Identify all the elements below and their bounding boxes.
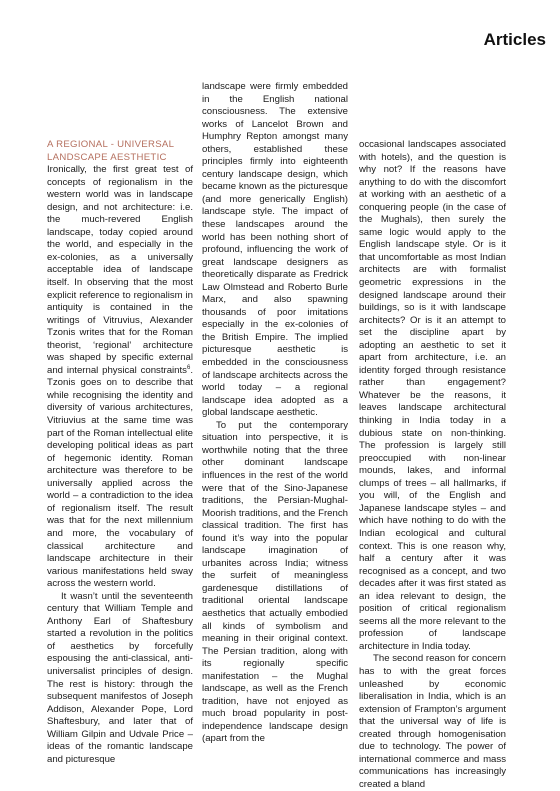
section-label: Articles (483, 30, 546, 49)
paragraph: It wasn’t until the seventeenth century that William Temple and Anthony Earl of Shaftesbury started a revolution in the politics of aesthetics by forcefully espousing the anti-classical, anti-universalist principles of design. The rest is history: through the subsequent manifestos of Joseph Addison, Alexander Pope, Lord Shaftesbury, and later that of William Gilpin and Udvale Price – ideas of the romantic landscape and picturesque (47, 590, 193, 765)
article-column-3 (359, 139, 506, 791)
article-column-1 (47, 139, 193, 766)
footnote-ref: 6 (186, 364, 191, 371)
article-column-2 (202, 81, 348, 746)
paragraph: Ironically, the first great test of concepts of regionalism in the western world was in landscape design, and not architecture: i.e. the much-revered English landscape, today copied around the world, and especially in the ex-colonies, as a universally acceptable idea of landscape itself. In observing that the most explicit reference to regionalism in antiquity is contained in the writings of Vitruvius, Alexander Tzonis writes that for the Roman theorist, ‘regional’ architecture was shaped by specific external and internal physical constraints$^6$. Tzonis goes on to describe that while recognising the identity and diversity of various architectures, Vitriuvius at the same time was part of the Roman intellectual elite developing political ideas as part of hegemonic identity. Roman architecture was therefore to be universally applied across the world – a contradiction to the idea of regionalism itself. The result was that for the next millennium and more, the vocabulary of classical architecture and landscape architecture in their various manifestations held sway across the western world. (47, 164, 193, 590)
paragraph: The second reason for concern has to with the great forces unleashed by economic liberalisation in India, which is an extension of Frampton’s argument that the universal way of life is created through homogenisation due to technology. The power of international commerce and mass communications has increasingly created a bland (359, 653, 506, 790)
section-heading: A REGIONAL - UNIVERSAL LANDSCAPE AESTHETIC (47, 139, 174, 163)
paragraph: occasional landscapes associated with hotels), and the question is why not? If the reasons have anything to do with the discomfort at working with an aesthetic of a conquering people (in the case of the Mughals), then surely the same logic would apply to the English landscape style. Or is it that uncomfortable as most Indian architects are with formalist geometric expressions in the designed landscape around their buildings, so is it with landscape architects? Or is it an attempt to set the discipline apart by adopting an aesthetic to set it apart from architecture, i.e. an identity forged through resistance rather than engagement? Whatever be the reasons, it leaves landscape architectural thinking in India today in a dubious state on non-thinking. The profession is largely still preoccupied with non-linear mounds, lakes, and informal clumps of trees – all hallmarks, if you will, of the English and Japanese landscape styles – and which have nothing to do with the Indian ecological and cultural context. This is one reason why, half a century after it was recognised as a concept, and two decades after it was first stated as an idea relevant to design, the position of critical regionalism seems all the more relevant to the profession of landscape architecture in India today. (359, 139, 506, 652)
paragraph: landscape were firmly embedded in the English national consciousness. The extensive works of Lancelot Brown and Humphry Repton amongst many others, established these principles firmly into eighteenth century landscape design, which became known as the picturesque (and more generically English) landscape style. The impact of these landscapes around the world has been nothing short of profound, influencing the work of great landscape designers as theoretically disparate as Fredrick Law Olmstead and Roberto Burle Marx, and also spawning thousands of poor imitations especially in the ex-colonies of the British Empire. The implied picturesque aesthetic is embedded in the consciousness of landscape architects across the world today – a regional landscape idea adopted as a global landscape aesthetic. (202, 81, 348, 419)
paragraph: To put the contemporary situation into perspective, it is worthwhile noting that the three other dominant landscape influences in the rest of the world were that of the Sino-Japanese traditions, the Persian-Mughal-Moorish traditions, and the French classical tradition. The first has found it’s way into the popular landscape imagination of urbanites across India; witness the surfeit of meaningless gardenesque distillations of traditional oriental landscape aesthetics that actually embodied all kinds of symbolism and meaning in their original context. The Persian tradition, along with its regionally specific manifestation – the Mughal landscape, as well as the French tradition, have not enjoyed as much broad popularity in post-independence landscape design (apart from the (202, 419, 348, 745)
